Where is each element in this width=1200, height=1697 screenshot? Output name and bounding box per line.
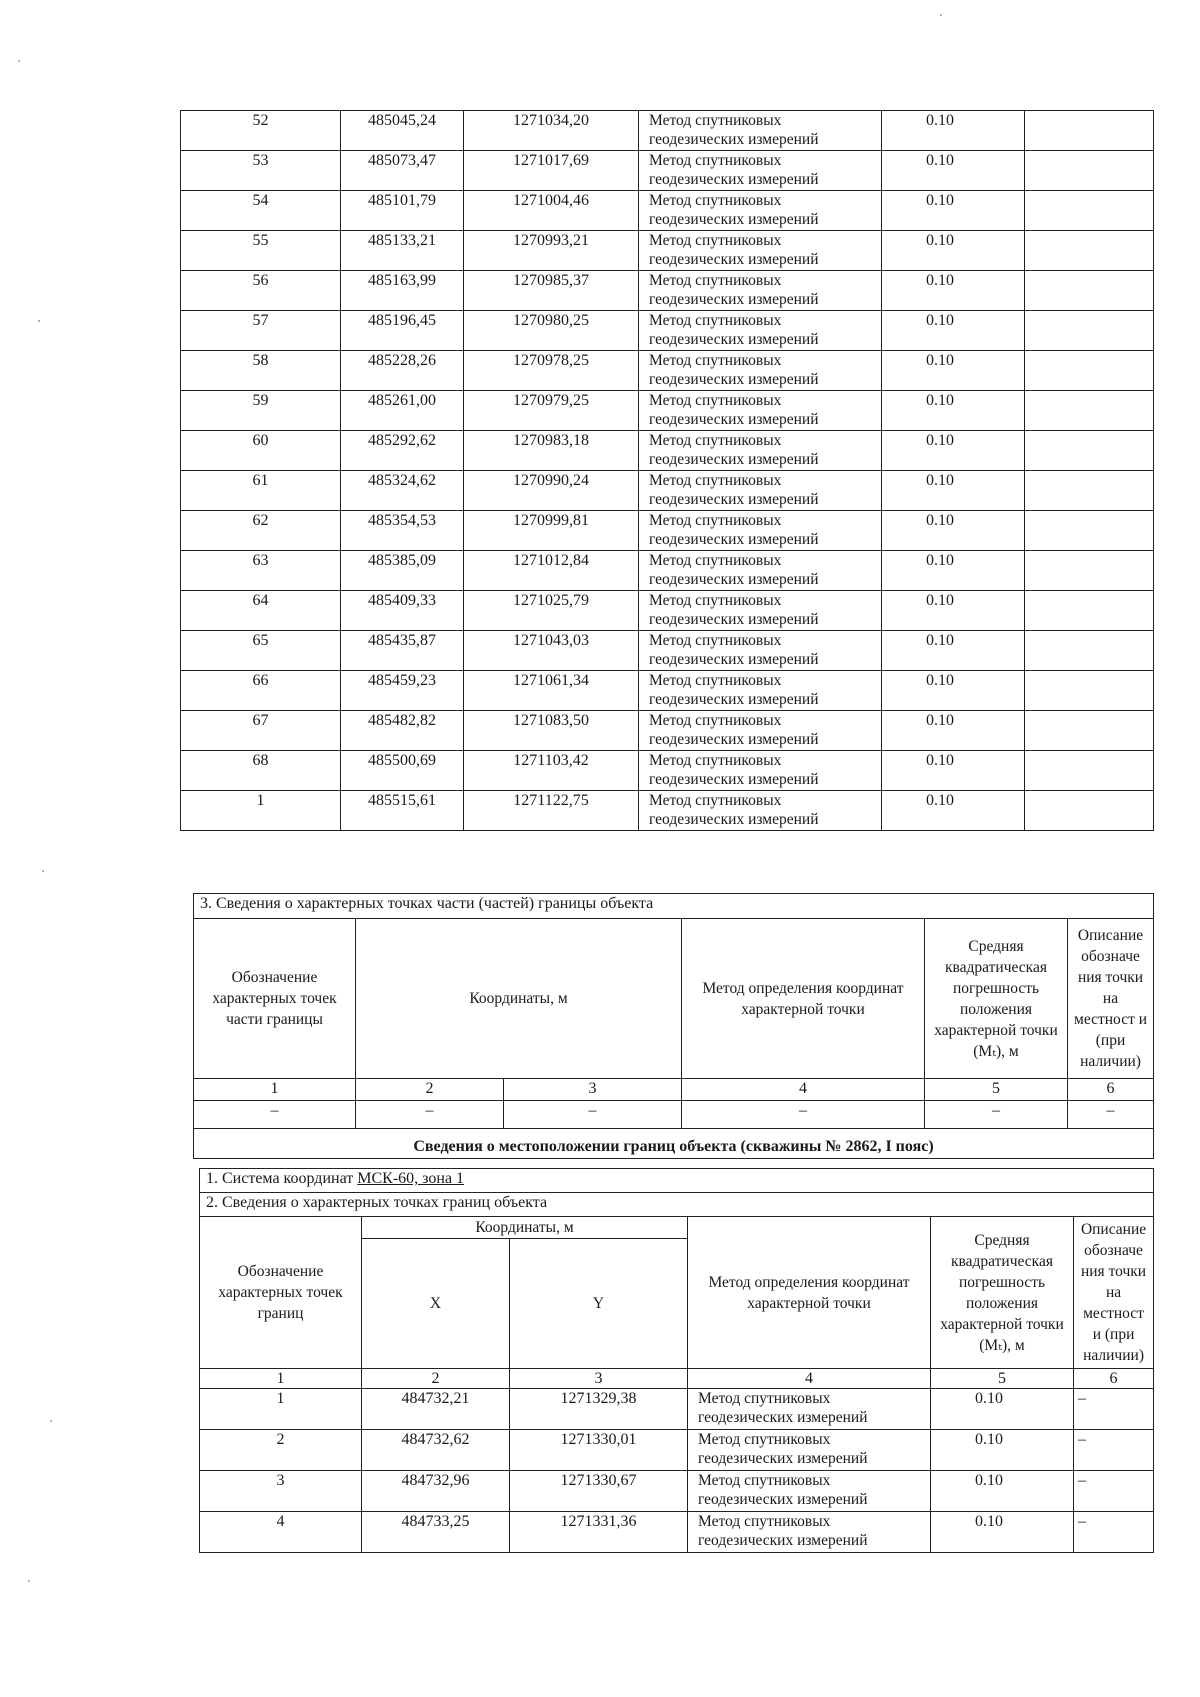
- table-row: [181, 551, 1154, 591]
- point-number: 52: [181, 111, 341, 151]
- coord-x: 485261,00: [341, 391, 464, 431]
- header-method: Метод определения координат характерной точки: [682, 919, 925, 1079]
- table-row: [200, 1471, 1154, 1512]
- point-number: 58: [181, 351, 341, 391]
- point-number: 56: [181, 271, 341, 311]
- coord-y: 1270983,18: [464, 431, 639, 471]
- scan-speck: [18, 60, 20, 62]
- point-number: 53: [181, 151, 341, 191]
- column-number: 2: [362, 1369, 510, 1389]
- description-cell: –: [1074, 1512, 1154, 1553]
- coord-y: 1271330,67: [510, 1471, 688, 1512]
- table-row: [181, 631, 1154, 671]
- accuracy-cell: 0.10: [882, 471, 1025, 511]
- description-cell: [1025, 311, 1154, 351]
- method-cell: Метод спутниковых геодезических измерений: [639, 671, 882, 711]
- accuracy-cell: 0.10: [882, 671, 1025, 711]
- description-cell: [1025, 791, 1154, 831]
- header-y: Y: [510, 1239, 688, 1369]
- accuracy-cell: 0.10: [882, 511, 1025, 551]
- coord-x: 484732,21: [362, 1389, 510, 1430]
- description-cell: [1025, 751, 1154, 791]
- scan-speck: [28, 1580, 30, 1582]
- accuracy-cell: 0.10: [931, 1471, 1074, 1512]
- coord-y: 1271331,36: [510, 1512, 688, 1553]
- part-boundary-table: [193, 893, 1154, 1159]
- description-cell: [1025, 111, 1154, 151]
- coord-y: 1270999,81: [464, 511, 639, 551]
- accuracy-cell: 0.10: [882, 151, 1025, 191]
- accuracy-cell: 0.10: [882, 431, 1025, 471]
- point-number: 4: [200, 1512, 362, 1553]
- method-cell: Метод спутниковых геодезических измерений: [639, 191, 882, 231]
- coord-x: 484732,62: [362, 1430, 510, 1471]
- method-cell: Метод спутниковых геодезических измерений: [639, 111, 882, 151]
- description-cell: –: [1074, 1471, 1154, 1512]
- accuracy-cell: 0.10: [882, 391, 1025, 431]
- section3-title: 3. Сведения о характерных точках части (частей) границы объекта: [194, 894, 1154, 919]
- points-title: 2. Сведения о характерных точках границ объекта: [200, 1193, 1154, 1217]
- point-number: 68: [181, 751, 341, 791]
- table-row: [181, 711, 1154, 751]
- method-cell: Метод спутниковых геодезических измерений: [639, 591, 882, 631]
- scan-speck: [42, 870, 44, 872]
- coord-system-label: 1. Система координат: [206, 1170, 358, 1187]
- coord-x: 485385,09: [341, 551, 464, 591]
- description-cell: [1025, 511, 1154, 551]
- table-row: [181, 671, 1154, 711]
- coord-x: 485459,23: [341, 671, 464, 711]
- table-row: [200, 1389, 1154, 1430]
- coord-x: 485324,62: [341, 471, 464, 511]
- coord-y: 1271103,42: [464, 751, 639, 791]
- accuracy-cell: 0.10: [882, 231, 1025, 271]
- description-cell: [1025, 271, 1154, 311]
- coord-y: 1271012,84: [464, 551, 639, 591]
- header-method: Метод определения координат характерной точки: [688, 1217, 931, 1369]
- method-cell: Метод спутниковых геодезических измерений: [639, 751, 882, 791]
- point-number: 1: [200, 1389, 362, 1430]
- table-row: [181, 191, 1154, 231]
- coord-y: 1270990,24: [464, 471, 639, 511]
- header-coords: Координаты, м: [356, 919, 682, 1079]
- method-cell: Метод спутниковых геодезических измерений: [639, 711, 882, 751]
- description-cell: [1025, 671, 1154, 711]
- description-cell: [1025, 391, 1154, 431]
- empty-cell: –: [194, 1101, 356, 1129]
- coord-y: 1271061,34: [464, 671, 639, 711]
- coord-x: 485482,82: [341, 711, 464, 751]
- header-accuracy: Средняя квадратическая погрешность положения характерной точки (Mₜ), м: [925, 919, 1068, 1079]
- description-cell: [1025, 591, 1154, 631]
- coord-y: 1271330,01: [510, 1430, 688, 1471]
- method-cell: Метод спутниковых геодезических измерений: [639, 231, 882, 271]
- method-cell: Метод спутниковых геодезических измерений: [639, 631, 882, 671]
- coord-x: 485045,24: [341, 111, 464, 151]
- coord-y: 1271083,50: [464, 711, 639, 751]
- accuracy-cell: 0.10: [882, 631, 1025, 671]
- method-cell: Метод спутниковых геодезических измерений: [639, 791, 882, 831]
- column-number: 5: [925, 1079, 1068, 1101]
- well-boundary-table: [199, 1168, 1154, 1553]
- table-row: [181, 591, 1154, 631]
- table-row: [181, 431, 1154, 471]
- coord-x: 484733,25: [362, 1512, 510, 1553]
- point-number: 3: [200, 1471, 362, 1512]
- coord-x: 485515,61: [341, 791, 464, 831]
- description-cell: [1025, 191, 1154, 231]
- coord-y: 1271034,20: [464, 111, 639, 151]
- header-description: Описание обозначе ния точки на местност и (при наличии): [1068, 919, 1154, 1079]
- description-cell: –: [1074, 1430, 1154, 1471]
- point-number: 2: [200, 1430, 362, 1471]
- header-x: X: [362, 1239, 510, 1369]
- point-number: 57: [181, 311, 341, 351]
- description-cell: [1025, 351, 1154, 391]
- table-row: [181, 751, 1154, 791]
- method-cell: Метод спутниковых геодезических измерений: [688, 1512, 931, 1553]
- accuracy-cell: 0.10: [882, 791, 1025, 831]
- column-number: 5: [931, 1369, 1074, 1389]
- column-number: 4: [682, 1079, 925, 1101]
- accuracy-cell: 0.10: [882, 311, 1025, 351]
- coord-x: 485133,21: [341, 231, 464, 271]
- accuracy-cell: 0.10: [882, 111, 1025, 151]
- table-row: [181, 471, 1154, 511]
- scan-speck: [50, 1420, 52, 1422]
- method-cell: Метод спутниковых геодезических измерений: [639, 351, 882, 391]
- accuracy-cell: 0.10: [882, 351, 1025, 391]
- coord-y: 1271329,38: [510, 1389, 688, 1430]
- coord-x: 485292,62: [341, 431, 464, 471]
- description-cell: [1025, 231, 1154, 271]
- table-row: [181, 791, 1154, 831]
- header-description: Описание обозначе ния точки на местност и (при наличии): [1074, 1217, 1154, 1369]
- point-number: 63: [181, 551, 341, 591]
- accuracy-cell: 0.10: [882, 191, 1025, 231]
- header-designation: Обозначение характерных точек границ: [200, 1217, 362, 1369]
- column-number: 1: [194, 1079, 356, 1101]
- coord-x: 485409,33: [341, 591, 464, 631]
- coord-x: 485073,47: [341, 151, 464, 191]
- point-number: 1: [181, 791, 341, 831]
- method-cell: Метод спутниковых геодезических измерений: [639, 271, 882, 311]
- table-row: [181, 391, 1154, 431]
- accuracy-cell: 0.10: [931, 1430, 1074, 1471]
- table-row: [181, 111, 1154, 151]
- table-row: [181, 511, 1154, 551]
- table-row: [181, 271, 1154, 311]
- point-number: 64: [181, 591, 341, 631]
- coord-x: 485101,79: [341, 191, 464, 231]
- accuracy-cell: 0.10: [882, 711, 1025, 751]
- column-number: 4: [688, 1369, 931, 1389]
- coord-system-value: МСК-60, зона 1: [357, 1170, 465, 1187]
- point-number: 66: [181, 671, 341, 711]
- method-cell: Метод спутниковых геодезических измерений: [639, 551, 882, 591]
- description-cell: [1025, 471, 1154, 511]
- column-number: 3: [504, 1079, 682, 1101]
- column-number: 2: [356, 1079, 504, 1101]
- table-row: [181, 311, 1154, 351]
- coord-y: 1270978,25: [464, 351, 639, 391]
- header-designation: Обозначение характерных точек части границы: [194, 919, 356, 1079]
- point-number: 54: [181, 191, 341, 231]
- method-cell: Метод спутниковых геодезических измерений: [688, 1471, 931, 1512]
- coord-y: 1271043,03: [464, 631, 639, 671]
- coord-y: 1271122,75: [464, 791, 639, 831]
- empty-cell: –: [356, 1101, 504, 1129]
- points-table-continued: [180, 110, 1154, 831]
- method-cell: Метод спутниковых геодезических измерений: [639, 391, 882, 431]
- column-number: 6: [1074, 1369, 1154, 1389]
- table-row: [200, 1430, 1154, 1471]
- table-row: [181, 231, 1154, 271]
- table-row: [200, 1512, 1154, 1553]
- column-number: 1: [200, 1369, 362, 1389]
- coord-y: 1270979,25: [464, 391, 639, 431]
- method-cell: Метод спутниковых геодезических измерений: [639, 151, 882, 191]
- coord-x: 485435,87: [341, 631, 464, 671]
- accuracy-cell: 0.10: [882, 271, 1025, 311]
- coord-x: 484732,96: [362, 1471, 510, 1512]
- accuracy-cell: 0.10: [931, 1512, 1074, 1553]
- accuracy-cell: 0.10: [931, 1389, 1074, 1430]
- point-number: 55: [181, 231, 341, 271]
- section-b-title: Сведения о местоположении границ объекта (скважины № 2862, I пояс): [194, 1129, 1154, 1159]
- empty-cell: –: [1068, 1101, 1154, 1129]
- column-number: 3: [510, 1369, 688, 1389]
- empty-cell: –: [504, 1101, 682, 1129]
- empty-cell: –: [925, 1101, 1068, 1129]
- description-cell: [1025, 711, 1154, 751]
- coord-x: 485500,69: [341, 751, 464, 791]
- accuracy-cell: 0.10: [882, 751, 1025, 791]
- coord-y: 1271025,79: [464, 591, 639, 631]
- table-row: [181, 351, 1154, 391]
- coord-x: 485228,26: [341, 351, 464, 391]
- empty-cell: –: [682, 1101, 925, 1129]
- point-number: 65: [181, 631, 341, 671]
- scan-speck: [38, 320, 40, 322]
- column-number: 6: [1068, 1079, 1154, 1101]
- coord-y: 1270985,37: [464, 271, 639, 311]
- description-cell: [1025, 551, 1154, 591]
- coord-y: 1270980,25: [464, 311, 639, 351]
- method-cell: Метод спутниковых геодезических измерений: [639, 511, 882, 551]
- coord-x: 485196,45: [341, 311, 464, 351]
- method-cell: Метод спутниковых геодезических измерений: [688, 1389, 931, 1430]
- coord-x: 485163,99: [341, 271, 464, 311]
- coord-x: 485354,53: [341, 511, 464, 551]
- method-cell: Метод спутниковых геодезических измерений: [639, 471, 882, 511]
- method-cell: Метод спутниковых геодезических измерений: [688, 1430, 931, 1471]
- point-number: 67: [181, 711, 341, 751]
- coord-y: 1270993,21: [464, 231, 639, 271]
- point-number: 62: [181, 511, 341, 551]
- description-cell: [1025, 631, 1154, 671]
- description-cell: –: [1074, 1389, 1154, 1430]
- coord-system-row: [200, 1169, 1154, 1193]
- coord-y: 1271004,46: [464, 191, 639, 231]
- method-cell: Метод спутниковых геодезических измерений: [639, 311, 882, 351]
- accuracy-cell: 0.10: [882, 591, 1025, 631]
- description-cell: [1025, 431, 1154, 471]
- method-cell: Метод спутниковых геодезических измерений: [639, 431, 882, 471]
- point-number: 59: [181, 391, 341, 431]
- point-number: 61: [181, 471, 341, 511]
- description-cell: [1025, 151, 1154, 191]
- header-coords: Координаты, м: [362, 1217, 688, 1239]
- coord-y: 1271017,69: [464, 151, 639, 191]
- accuracy-cell: 0.10: [882, 551, 1025, 591]
- point-number: 60: [181, 431, 341, 471]
- table-row: [181, 151, 1154, 191]
- scan-speck: [940, 14, 942, 16]
- header-accuracy: Средняя квадратическая погрешность положения характерной точки (Mₜ), м: [931, 1217, 1074, 1369]
